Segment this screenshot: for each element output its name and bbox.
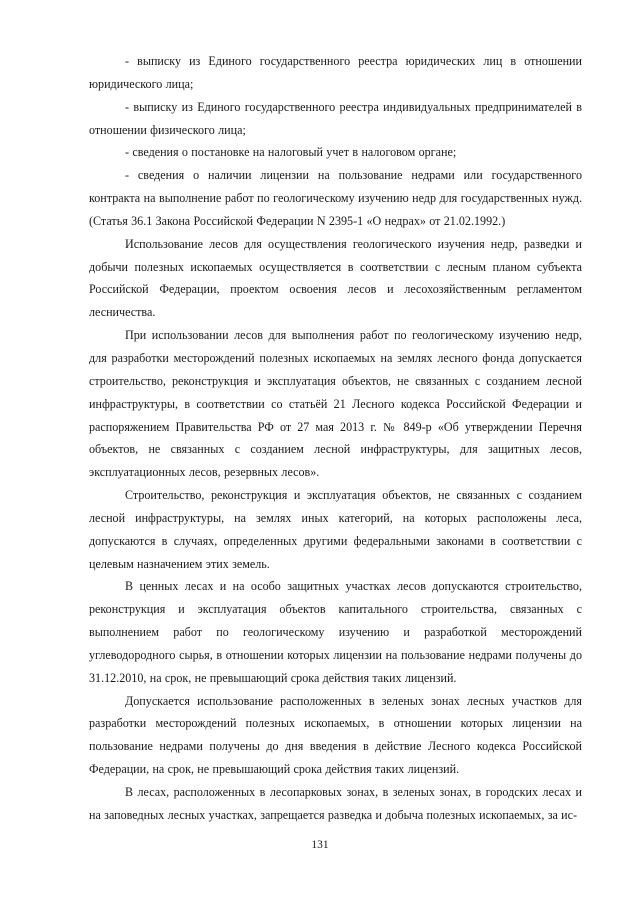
paragraph-5: Использование лесов для осуществления геологического изучения недр, разведки и добычи полезных ископаемых осуществляется в соответствии с лесным планом субъекта Российской Федерации, проектом освоения лесов и лесохозяйственным регламентом лесничества. (89, 236, 582, 320)
paragraph-7: Строительство, реконструкция и эксплуатация объектов, не связанных с созданием лесной инфраструктуры, на землях иных категорий, на которых расположены леса, допускаются в случаях, определенных другими федеральными законами в соответствии с целевым назначением этих земель. (89, 488, 582, 571)
paragraph-9: Допускается использование расположенных в зеленых зонах лесных участков для разработки месторождений полезных ископаемых, в отношении которых лицензии на пользование недрами получены до дня введения в действие Лесного кодекса Российской Федерации, на срок, не превышающий срока действия таких лицензий. (89, 693, 582, 777)
paragraph-10: В лесах, расположенных в лесопарковых зонах, в зеленых зонах, в городских лесах и на заповедных лесных участках, запрещается разведка и добыча полезных ископаемых, за ис- (89, 785, 582, 822)
paragraph-6: При использовании лесов для выполнения работ по геологическому изучению недр, для разработки месторождений полезных ископаемых на землях лесного фонда допускается строительство, реконструкция и эксплуатация объектов, не связанных с созданием лесной инфраструктуры, в соответствии со статьёй 21 Лесного кодекса Российской Федерации и распоряжением Правительства РФ от 27 мая 2013 г. № 849-р «Об утверждении Перечня объектов, не связанных с созданием лесной инфраструктуры, для защитных лесов, эксплуатационных лесов, резервных лесов». (89, 328, 582, 480)
page-body (89, 50, 582, 827)
paragraph-2: - выписку из Единого государственного реестра индивидуальных предпринимателей в отношении физического лица; (89, 99, 582, 137)
paragraph-3: - сведения о постановке на налоговый учет в налоговом органе; (125, 145, 457, 160)
page-number: 131 (311, 839, 329, 851)
paragraph-8: В ценных лесах и на особо защитных участках лесов допускаются строительство, реконструкция и эксплуатация объектов капитального строительства, связанных с выполнением работ по геологическому изучению и разработкой месторождений углеводородного сырья, в отношении которых лицензии на пользование недрами получены до 31.12.2010, на срок, не превышающий срока действия таких лицензий. (89, 579, 582, 685)
paragraph-1: - выписку из Единого государственного реестра юридических лиц в отношении юридического лица; (89, 54, 582, 91)
paragraph-4: - сведения о наличии лицензии на пользование недрами или государственного контракта на выполнение работ по геологическому изучению недр для государственных нужд. (Статья 36.1 Закона Российской Федерации N 2395-1 «О недрах» от 21.02.1992.) (89, 168, 582, 228)
